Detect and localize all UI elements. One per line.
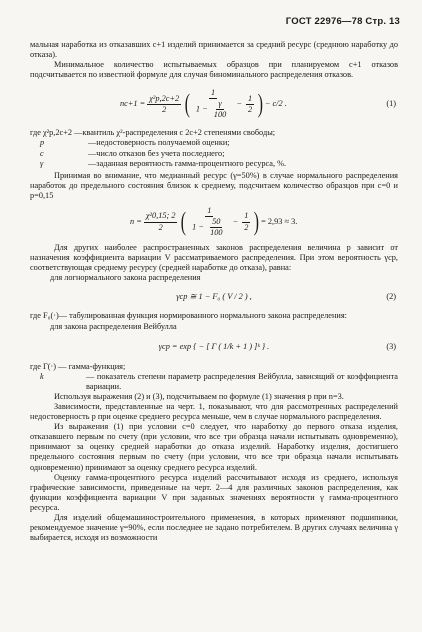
fraction-denominator: 100 bbox=[210, 228, 223, 238]
left-paren: ( bbox=[184, 89, 191, 119]
paragraph: Минимальное количество испытываемых образцов при планируемом c+1 отказов подсчитывается по известной формуле для случая биноминального распределения отказов. bbox=[30, 60, 398, 80]
formula-calc: n = $\frac{\text{χ²0,15; 2}}{2}$ ( 1 1 − $\frac{50}{100}$ − $\frac{1}{2}$ ) = 2,93 ≈ 3. bbox=[130, 205, 298, 238]
paragraph: для закона распределения Вейбулла bbox=[50, 321, 177, 331]
fraction-denominator: 2 bbox=[162, 104, 167, 114]
formula-lhs: nc+1 = bbox=[120, 99, 146, 109]
formula-3 bbox=[30, 332, 398, 362]
equation-number: (3) bbox=[386, 341, 396, 351]
page-body bbox=[30, 40, 398, 543]
paragraph: Оценку гамма-процентного ресурса изделий рассчитывают исходя из среднего, используя графические зависимости, приведенные на черт. 2—4 для различных законов распределения, как функции коэффициента вариации V при заданных значениях вероятности γ гамма-процентного ресурса. bbox=[30, 472, 398, 512]
fraction-denominator: 1 − $\frac{\gamma}{100}$ bbox=[195, 99, 227, 120]
equation-number: (2) bbox=[386, 292, 396, 302]
paragraph: Принимая во внимание, что медианный ресурс (γ=50%) в случае нормального распределения наработок до предельного состояния близок к среднему, подсчитаем количество образцов при c=0 и p=0,15 bbox=[30, 170, 398, 200]
term: c bbox=[40, 148, 44, 158]
fraction-denominator: 2 bbox=[158, 222, 163, 232]
term-description: — показатель степени параметр распределения Вейбулла, зависящий от коэффициента вариации. bbox=[86, 371, 398, 391]
fraction-numerator: 50 bbox=[210, 217, 222, 228]
term: k bbox=[40, 371, 44, 381]
term: p bbox=[40, 138, 45, 148]
equation-number: (1) bbox=[386, 99, 396, 109]
fraction-numerator: γ bbox=[216, 99, 223, 110]
paragraph: мальная наработка из отказавших c+1 изделий принимается за средний ресурс (среднюю наработку до отказа). bbox=[30, 40, 398, 60]
paragraph: Из выражения (1) при условии c=0 следует, что наработку до первого отказа изделия, отказавшего первым по счету (при условии, что все три образца начали испытывать одновременно), принимают за оценку средней наработки до отказа изделий. Наработку изделия, достигшего предельного состояния первым по счету (при условии, что все три образца начали испытывать одновременно) принимают за оценку среднего ресурса изделий. bbox=[30, 422, 398, 472]
term-description: —недостоверность получаемой оценки; bbox=[88, 138, 230, 148]
fraction-numerator: χ²p,2c+2 bbox=[147, 94, 181, 105]
definitions-list bbox=[30, 128, 398, 168]
term-description: —число отказов без учета последнего; bbox=[88, 148, 225, 158]
fraction-numerator: 1 bbox=[209, 88, 217, 99]
paragraph: Для изделий общемашиностроительного применения, в которых применяют подшипники, рекомендуемое значение γ=90%, если последнее не задано потребителем. В других случаях величина γ выбирается, исходя из возможности bbox=[30, 513, 398, 543]
paragraph: Зависимости, представленные на черт. 1, показывают, что для рассмотренных распределений недостоверность p при оценке среднего ресурса меньше, чем в случае нормального распределения. bbox=[30, 401, 398, 422]
formula-tail: − c/2 . bbox=[264, 99, 287, 109]
formula-expression: γср = exp { − [ Γ ( 1/k + 1 ) ]ᵏ } . bbox=[158, 341, 270, 351]
formula-fraction bbox=[147, 94, 181, 115]
formula-result: = 2,93 ≈ 3. bbox=[261, 216, 298, 226]
paragraph: Используя выражения (2) и (3), подсчитываем по формуле (1) значения p при n=3. bbox=[54, 391, 344, 401]
definition bbox=[30, 159, 398, 169]
definition: где Γ(·) — гамма-функция; bbox=[30, 361, 126, 371]
formula-expression: γср ≅ 1 − F₀ ( V / 2 ) , bbox=[176, 292, 252, 302]
definition bbox=[30, 138, 398, 148]
definition bbox=[30, 149, 398, 159]
formula-fraction bbox=[194, 88, 232, 120]
formula-lhs: n = bbox=[130, 216, 142, 226]
formula-2 bbox=[30, 283, 398, 311]
fraction-denominator: 100 bbox=[213, 110, 227, 120]
formula-1: nc+1 = $\frac{\text{χ²p,2c+2}}{2}$ ( 1 1 − $\frac{\gamma}{100}$ − $\frac{1}{2}$ ) − c/2 . (1) bbox=[120, 88, 396, 120]
fraction-numerator: χ²0,15; 2 bbox=[144, 211, 178, 222]
paragraph: где F₀(·)— табулированная функция нормированного нормального закона распределения: bbox=[30, 311, 347, 321]
right-paren: ) bbox=[257, 89, 264, 119]
definition bbox=[30, 372, 398, 392]
paragraph: для логнормального закона распределения bbox=[50, 273, 201, 283]
term-description: —заданная вероятность гамма-процентного ресурса, %. bbox=[88, 158, 287, 168]
term: γ bbox=[40, 158, 44, 168]
definition: где χ²p,2c+2 —квантиль χ²-распределения с 2c+2 степенями свободы; bbox=[30, 128, 276, 138]
paragraph: Для других наиболее распространенных законов распределения величина p зависит от назначения коэффициента вариации V рассматриваемого распределения. При этом вероятность γср, соответствующая среднему ресурсу (средней наработке до отказа), равна: bbox=[30, 243, 398, 273]
page-header: ГОСТ 22976—78 Стр. 13 bbox=[285, 16, 400, 27]
